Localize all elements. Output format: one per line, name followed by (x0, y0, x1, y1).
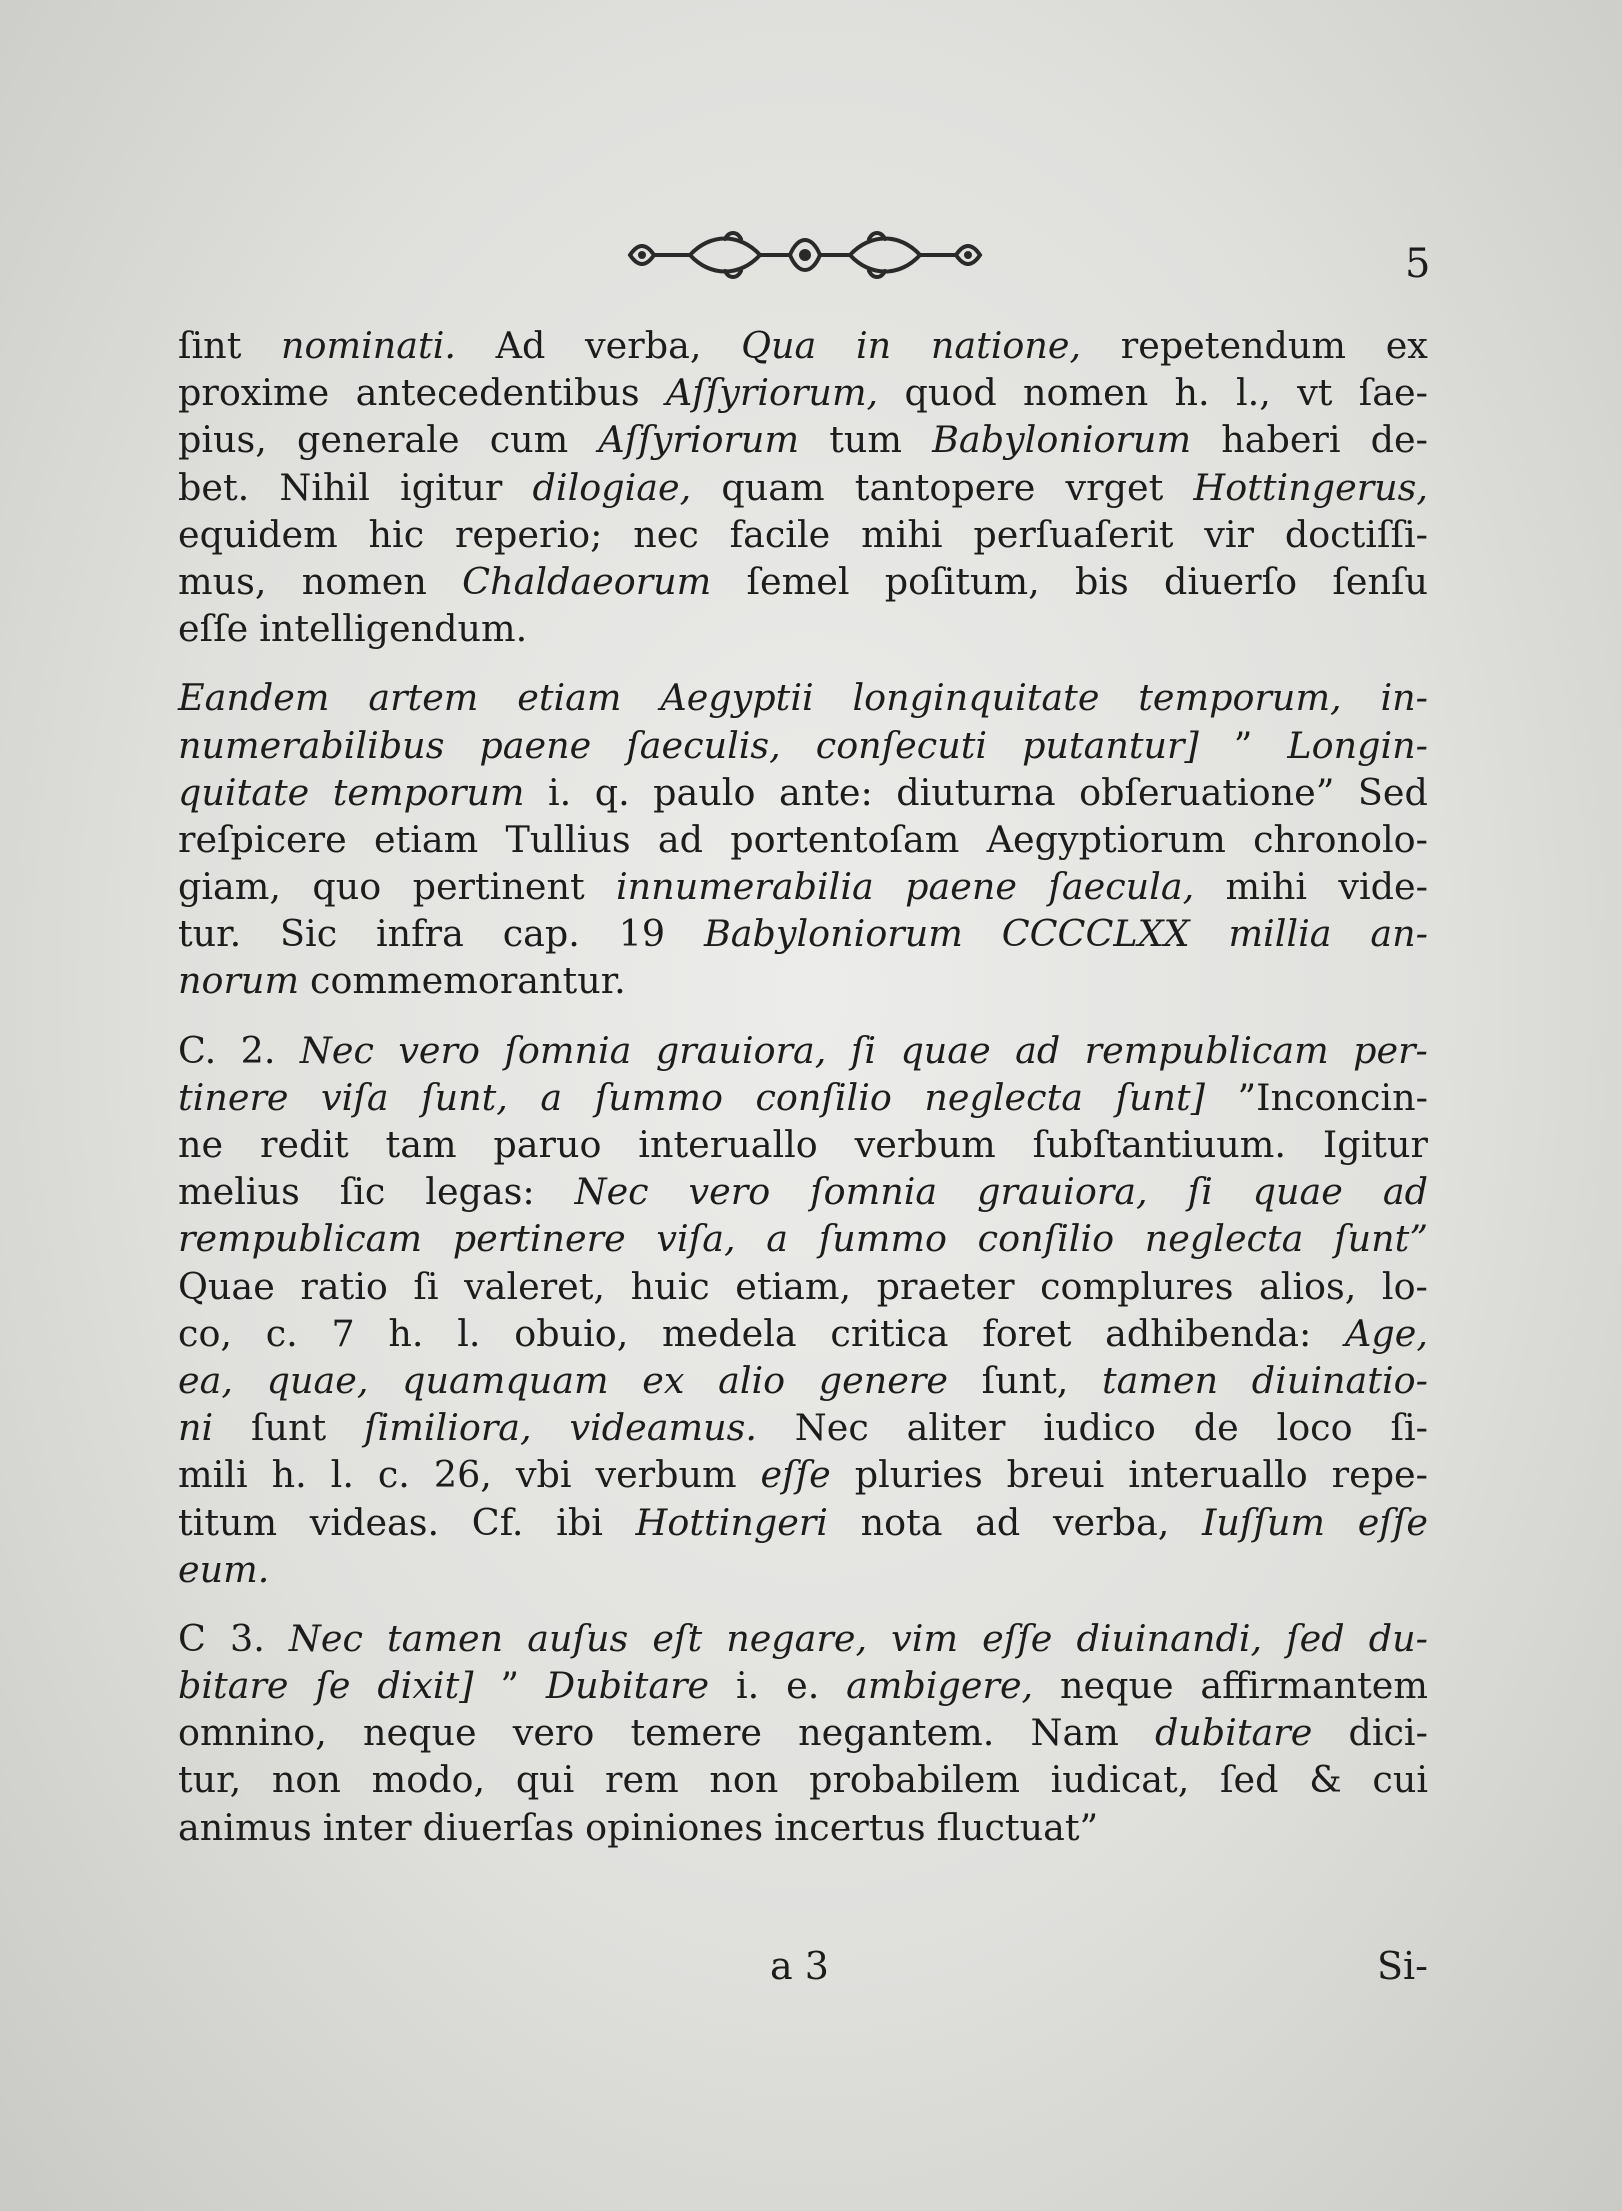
text-line (178, 910, 1428, 957)
page-footer (178, 1942, 1428, 1992)
word: tamen (1102, 1358, 1219, 1402)
word: interuallo (638, 1123, 818, 1166)
text-line (178, 1404, 1428, 1451)
word: cui (1372, 1758, 1428, 1802)
word: eſt (652, 1616, 703, 1660)
word: tam (385, 1123, 457, 1166)
word: quitate (178, 770, 310, 814)
word: valeret, (464, 1264, 606, 1308)
word: Dubitare (545, 1664, 710, 1708)
word: Aſſyriorum, (665, 371, 879, 415)
word: a (540, 1075, 563, 1119)
text-line (178, 674, 1428, 721)
word: Aſſyriorum (598, 418, 800, 462)
word: ſemel (746, 559, 850, 603)
word: nomen (301, 559, 427, 603)
word: q. (594, 770, 630, 814)
text-line (178, 1310, 1428, 1357)
word: animus (178, 1805, 312, 1849)
word: paene (905, 865, 1017, 909)
word: du- (1368, 1616, 1428, 1660)
word: quam (721, 465, 825, 509)
word: temporum (332, 770, 525, 814)
word: qui (515, 1758, 575, 1802)
word: Babyloniorum (932, 418, 1192, 462)
word: diuerſas (422, 1805, 575, 1849)
word: ratio (300, 1264, 388, 1308)
word: etiam (517, 676, 622, 720)
text-line (178, 1499, 1428, 1546)
word: nota (860, 1500, 943, 1544)
word: infra (375, 912, 464, 956)
text-line (178, 863, 1428, 910)
word: tur. (178, 912, 242, 956)
word: igitur (400, 465, 503, 509)
word: neglecta (1144, 1217, 1304, 1261)
word: quo (312, 865, 382, 909)
word: ſe (315, 1664, 351, 1708)
word: aliter (906, 1406, 1006, 1450)
page-number: 5 (1405, 241, 1431, 287)
word: ex (1385, 324, 1428, 367)
word: conſilio (755, 1075, 892, 1119)
paragraph (178, 674, 1428, 1004)
word: 19 (618, 912, 666, 956)
word: ibi (556, 1500, 603, 1544)
word: quae, (266, 1358, 369, 1402)
word: rempublicam (1084, 1028, 1329, 1072)
word: rem (605, 1758, 679, 1802)
word: Nihil (279, 465, 370, 509)
text-line (178, 464, 1428, 511)
word: bis (1074, 559, 1129, 603)
word: pius, (178, 418, 267, 462)
word: i. (735, 1664, 760, 1708)
word: negantem. (798, 1711, 995, 1755)
word: mihi (1225, 865, 1308, 909)
word: verba, (1052, 1500, 1170, 1544)
text-line (178, 1357, 1428, 1404)
word: ſaeculis, (626, 723, 781, 767)
word: tum (829, 418, 902, 462)
word: vero (512, 1711, 595, 1755)
word: ſi- (1390, 1406, 1428, 1450)
word: poſitum, (884, 559, 1040, 603)
word: opiniones (585, 1805, 764, 1849)
word: ſic (339, 1170, 386, 1214)
word: repetendum (1120, 324, 1347, 367)
word: genere (818, 1358, 948, 1402)
word: etiam, (735, 1264, 852, 1308)
text-line (178, 1709, 1428, 1756)
word: etiam (373, 817, 479, 861)
word: neglecta (924, 1075, 1084, 1119)
word: doctiſſi- (1284, 512, 1428, 556)
word: l. (330, 1453, 354, 1497)
word: reperio; (454, 512, 603, 556)
text-line (178, 1121, 1428, 1168)
text-line (178, 1615, 1428, 1662)
word: nomen (1023, 371, 1149, 415)
word: dixit] (377, 1664, 474, 1708)
word: mihi (861, 512, 943, 556)
word: ſunt, (981, 1358, 1069, 1402)
text-line (178, 957, 1428, 1004)
word: Sic (280, 912, 338, 956)
word: ſunt (251, 1406, 327, 1450)
text-line (178, 416, 1428, 463)
word: titum (178, 1500, 278, 1544)
word: h. (388, 1311, 424, 1355)
word: tur, (178, 1758, 242, 1802)
word: ad (1015, 1028, 1061, 1072)
word: vide- (1338, 865, 1428, 909)
word: verbum (595, 1453, 737, 1497)
word: videamus. (569, 1406, 757, 1450)
word: Nec (574, 1170, 649, 1214)
word: ad (975, 1500, 1021, 1544)
paragraph (178, 1615, 1428, 1851)
word: paulo (653, 770, 756, 814)
word: grauiora, (655, 1028, 827, 1072)
word: an- (1370, 912, 1428, 956)
word: commemorantur. (310, 959, 626, 1003)
word: quae (900, 1028, 991, 1072)
word: ſimiliora, (364, 1406, 532, 1450)
word: grauiora, (977, 1170, 1148, 1214)
word: alios, (1258, 1264, 1357, 1308)
word: ſomnia (504, 1028, 632, 1072)
word: cum (489, 418, 569, 462)
word: l. (457, 1311, 481, 1355)
word: Nam (1030, 1711, 1119, 1755)
word: vero (688, 1170, 771, 1214)
word: bet. (178, 465, 250, 509)
word: huic (630, 1264, 710, 1308)
word: co, (178, 1311, 233, 1355)
word: pertinent (412, 865, 585, 909)
word: c. (377, 1453, 410, 1497)
word: de- (1370, 418, 1428, 462)
word: bitare (178, 1664, 289, 1708)
word: viſa (321, 1075, 389, 1119)
word: Ad (495, 324, 546, 367)
word: ſunt, (421, 1075, 508, 1119)
word: verbum (854, 1123, 996, 1166)
word: ſint (178, 324, 242, 367)
word: artem (368, 676, 479, 720)
word: ſi (850, 1028, 877, 1072)
text-line (178, 1804, 1428, 1851)
word: legas: (425, 1170, 535, 1214)
text-line (178, 322, 1428, 369)
word: giam, (178, 865, 282, 909)
word: ” (1233, 723, 1253, 767)
word: in (855, 324, 892, 367)
word: vbi (515, 1453, 572, 1497)
printer-ornament-icon (620, 225, 990, 285)
word: eſſe (1357, 1500, 1428, 1544)
word: Babyloniorum (703, 912, 963, 956)
text-line (178, 1546, 1428, 1593)
word: C. (178, 1028, 217, 1072)
word: modo, (371, 1758, 486, 1802)
word: Aegyptiorum (986, 817, 1226, 861)
text-line (178, 1451, 1428, 1498)
word: mus, (178, 559, 267, 603)
word: conſilio (977, 1217, 1115, 1261)
word: paruo (493, 1123, 602, 1166)
word: lo- (1381, 1264, 1428, 1308)
word: 26, (433, 1453, 492, 1497)
word: probabilem (809, 1758, 1020, 1802)
word: diuinandi, (1076, 1616, 1263, 1660)
word: ambigere, (846, 1664, 1034, 1708)
word: critica (830, 1311, 949, 1355)
word: l., (1235, 371, 1271, 415)
word: nec (633, 512, 699, 556)
word: ſummo (818, 1217, 947, 1261)
word: Eandem (178, 676, 330, 720)
word: ſunt” (1334, 1217, 1428, 1261)
text-line (178, 1215, 1428, 1262)
word: ſenſu (1332, 559, 1428, 603)
word: Nec (794, 1406, 869, 1450)
text-line (178, 816, 1428, 863)
catchword: Si- (1376, 1944, 1428, 1988)
word: viſa, (656, 1217, 736, 1261)
word: nominati. (281, 324, 456, 367)
text-line (178, 605, 1428, 652)
word: Igitur (1322, 1123, 1428, 1166)
word: ea, (178, 1358, 233, 1402)
word: perſuaſerit (973, 512, 1174, 556)
word: ante: (778, 770, 873, 814)
word: temporum, (1138, 676, 1342, 720)
word: vrget (1065, 465, 1164, 509)
word: per- (1353, 1028, 1428, 1072)
word: ad (657, 817, 704, 861)
text-line (178, 1756, 1428, 1803)
text-line (178, 1027, 1428, 1074)
word: h. (1174, 371, 1210, 415)
word: & (1309, 1758, 1342, 1802)
word: Longin- (1287, 723, 1428, 767)
word: ſae- (1358, 371, 1428, 415)
paragraph (178, 1027, 1428, 1593)
word: portentoſam (730, 817, 960, 861)
word: c. (265, 1311, 298, 1355)
paragraph (178, 322, 1428, 652)
word: ex (642, 1358, 685, 1402)
word: foret (982, 1311, 1072, 1355)
word: millia (1228, 912, 1332, 956)
word: facile (729, 512, 831, 556)
word: Quae (178, 1264, 275, 1308)
word: 7 (331, 1311, 355, 1355)
word: haberi (1221, 418, 1341, 462)
word: ” (500, 1664, 520, 1708)
word: antecedentibus (355, 371, 640, 415)
word: chronolo- (1253, 817, 1428, 861)
word: Aegyptii (660, 676, 814, 720)
word: Tullius (505, 817, 631, 861)
word: ſi (1187, 1170, 1213, 1214)
word: paene (479, 723, 592, 767)
word: obſeruatione” (1079, 770, 1335, 814)
word: inter (322, 1805, 412, 1849)
word: Cf. (471, 1500, 524, 1544)
word: ſed (1286, 1616, 1345, 1660)
word: putantur] (1022, 723, 1199, 767)
word: norum (178, 959, 300, 1003)
word: natione, (930, 324, 1082, 367)
word: a (766, 1217, 789, 1261)
word: ad (1382, 1170, 1428, 1214)
word: h. (271, 1453, 307, 1497)
word: iudico (1043, 1406, 1156, 1450)
word: ”Inconcin- (1237, 1075, 1428, 1119)
word: ſaecula, (1048, 865, 1195, 909)
word: negare, (726, 1616, 868, 1660)
word: proxime (178, 371, 330, 415)
word: redit (259, 1123, 349, 1166)
body-text (178, 322, 1428, 1851)
word: neque (1059, 1664, 1174, 1708)
word: verba, (585, 324, 702, 367)
text-line (178, 1074, 1428, 1121)
word: generale (297, 418, 460, 462)
word: conſecuti (815, 723, 988, 767)
word: quamquam (402, 1358, 609, 1402)
word: vt (1297, 371, 1333, 415)
word: tantopere (854, 465, 1036, 509)
word: non (271, 1758, 341, 1802)
word: diuturna (896, 770, 1056, 814)
word: longinquitate (852, 676, 1100, 720)
word: affirmantem (1200, 1664, 1428, 1708)
word: ni (178, 1406, 214, 1450)
word: diuinatio- (1251, 1358, 1428, 1402)
word: dici- (1348, 1711, 1428, 1755)
word: incertus (774, 1805, 926, 1849)
word: dilogiae, (532, 465, 692, 509)
word: innumerabilia (616, 865, 874, 909)
word: eſſe (178, 607, 249, 651)
word: eſſe (982, 1616, 1053, 1660)
word: Qua (741, 324, 817, 367)
word: alio (718, 1358, 786, 1402)
word: C (178, 1616, 206, 1660)
word: Age, (1345, 1311, 1428, 1355)
word: ſed (1220, 1758, 1279, 1802)
word: loco (1276, 1406, 1353, 1450)
word: intelligendum. (259, 607, 528, 651)
word: iudicat, (1050, 1758, 1190, 1802)
word: neque (362, 1711, 477, 1755)
word: Nec (288, 1616, 363, 1660)
word: CCCCLXX (1001, 912, 1190, 956)
word: Iuſſum (1201, 1500, 1326, 1544)
word: breui (1006, 1453, 1105, 1497)
word: complures (1040, 1264, 1234, 1308)
word: adhibenda: (1105, 1311, 1312, 1355)
text-line (178, 769, 1428, 816)
word: rempublicam (178, 1217, 423, 1261)
word: non (709, 1758, 779, 1802)
word: auſus (527, 1616, 629, 1660)
word: Hottingeri (635, 1500, 828, 1544)
word: tinere (178, 1075, 289, 1119)
word: Nec (299, 1028, 374, 1072)
word: pluries (854, 1453, 983, 1497)
word: diuerſo (1164, 559, 1298, 603)
word: omnino, (178, 1711, 327, 1755)
word: in- (1380, 676, 1428, 720)
word: Hottingerus, (1193, 465, 1428, 509)
word: ſomnia (810, 1170, 938, 1214)
word: mili (178, 1453, 248, 1497)
word: cap. (502, 912, 580, 956)
word: dubitare (1154, 1711, 1313, 1755)
word: interuallo (1128, 1453, 1308, 1497)
word: equidem (178, 512, 338, 556)
word: fluctuat” (936, 1805, 1099, 1849)
word: de (1193, 1406, 1239, 1450)
text-line (178, 1662, 1428, 1709)
word: obuio, (514, 1311, 629, 1355)
text-line (178, 369, 1428, 416)
word: ſunt] (1115, 1075, 1205, 1119)
word: repe- (1331, 1453, 1428, 1497)
word: 3. (230, 1616, 265, 1660)
word: quae (1252, 1170, 1343, 1214)
word: numerabilibus (178, 723, 445, 767)
word: reſpicere (178, 817, 347, 861)
word: quod (904, 371, 997, 415)
word: praeter (876, 1264, 1015, 1308)
word: eſſe (760, 1453, 831, 1497)
word: e. (786, 1664, 820, 1708)
word: ne (178, 1123, 224, 1166)
signature-mark: a 3 (770, 1944, 829, 1988)
word: ſubſtantiuum. (1032, 1123, 1287, 1166)
word: i. (547, 770, 572, 814)
word: 2. (240, 1028, 276, 1072)
word: Sed (1357, 770, 1428, 814)
word: Chaldaeorum (462, 559, 712, 603)
word: eum. (178, 1547, 270, 1591)
word: medela (662, 1311, 797, 1355)
word: ſi (413, 1264, 439, 1308)
word: hic (368, 512, 425, 556)
word: pertinere (452, 1217, 626, 1261)
word: melius (178, 1170, 300, 1214)
word: vero (398, 1028, 480, 1072)
word: videas. (309, 1500, 440, 1544)
text-line (178, 558, 1428, 605)
text-line (178, 722, 1428, 769)
text-line (178, 1263, 1428, 1310)
text-line (178, 1168, 1428, 1215)
word: vim (891, 1616, 959, 1660)
word: ſummo (594, 1075, 723, 1119)
word: temere (630, 1711, 763, 1755)
word: tamen (386, 1616, 504, 1660)
text-line (178, 511, 1428, 558)
word: vir (1204, 512, 1255, 556)
